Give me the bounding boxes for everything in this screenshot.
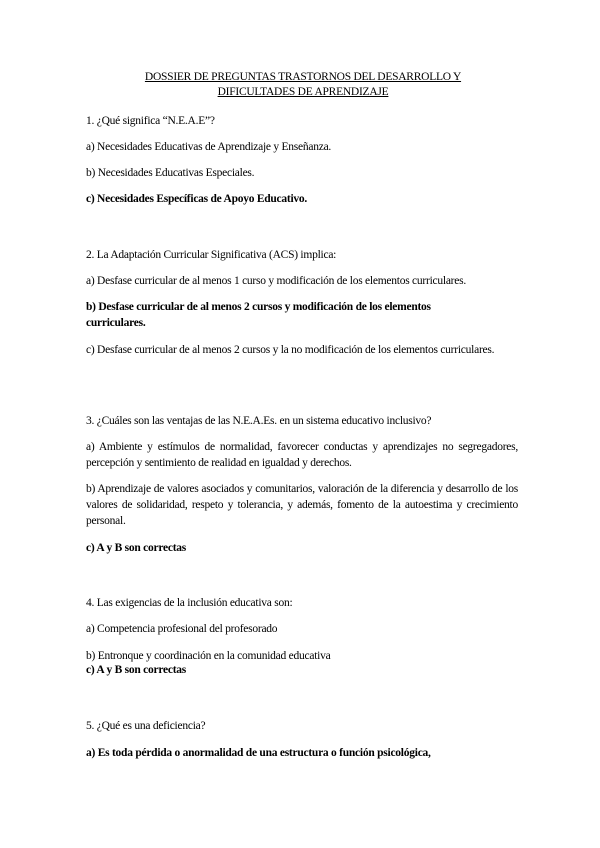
question-1-option-a: a) Necesidades Educativas de Aprendizaje y Enseñanza.: [86, 141, 332, 153]
question-3-option-b: b) Aprendizaje de valores asociados y comunitarios, valoración de la diferencia y desarrollo de los valores de solidaridad, respeto y tolerancia, y además, fomento de la autoestima y crecimiento personal.: [86, 483, 518, 527]
document-title: [90, 70, 516, 100]
question-5: 5. ¿Qué es una deficiencia?: [86, 720, 206, 732]
question-5-option-a-correct: a) Es toda pérdida o anormalidad de una estructura o función psicológica,: [86, 747, 431, 759]
question-4: 4. Las exigencias de la inclusión educativa son:: [86, 597, 293, 609]
question-4-option-c-correct: c) A y B son correctas: [86, 664, 187, 676]
title-line-1: DOSSIER DE PREGUNTAS TRASTORNOS DEL DESARROLLO Y: [144, 71, 462, 83]
question-1-option-c-correct: c) Necesidades Específicas de Apoyo Educativo.: [86, 193, 308, 205]
question-3-option-c-correct: c) A y B son correctas: [86, 542, 187, 554]
question-2-option-c: c) Desfase curricular de al menos 2 cursos y la no modificación de los elementos curriculares.: [86, 344, 495, 356]
question-1-option-b: b) Necesidades Educativas Especiales.: [86, 167, 255, 179]
question-2-option-a: a) Desfase curricular de al menos 1 curso y modificación de los elementos curriculares.: [86, 275, 466, 287]
question-3-option-a: a) Ambiente y estímulos de normalidad, favorecer conductas y aprendizajes no segregadores, percepción y sentimiento de realidad en igualdad y derechos.: [86, 441, 518, 469]
title-line-2: DIFICULTADES DE APRENDIZAJE: [217, 86, 389, 98]
question-1: 1. ¿Qué significa “N.E.A.E”?: [86, 115, 215, 127]
question-2: 2. La Adaptación Curricular Significativa (ACS) implica:: [86, 249, 337, 261]
question-3: 3. ¿Cuáles son las ventajas de las N.E.A.Es. en un sistema educativo inclusivo?: [86, 415, 432, 427]
question-4-option-b: b) Entronque y coordinación en la comunidad educativa: [86, 650, 331, 662]
question-2-option-b-correct: b) Desfase curricular de al menos 2 cursos y modificación de los elementos curriculares.: [86, 301, 431, 329]
question-4-option-a: a) Competencia profesional del profesorado: [86, 623, 278, 635]
